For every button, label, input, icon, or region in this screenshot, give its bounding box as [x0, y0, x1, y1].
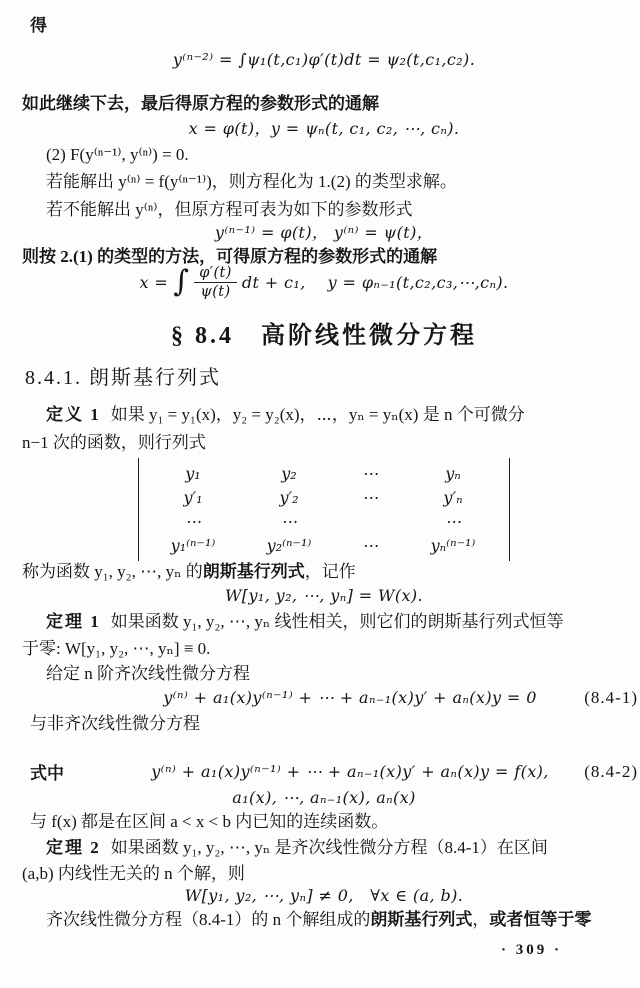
para-method: 则按 2.(1) 的类型的方法，可得原方程的参数形式的通解 [22, 247, 438, 266]
naming-post: ，记作 [304, 562, 356, 581]
wronskian-naming-line [22, 560, 618, 584]
definition-1-label: 定义 1 [46, 405, 101, 424]
equation-842-tag: (8.4-2) [584, 762, 638, 781]
fraction-lhs: x = [139, 272, 169, 292]
equation-integral-fraction [30, 264, 618, 301]
equation-general-solution: x = φ(t)，y = ψₙ(t, c₁, c₂, ⋯, cₙ). [188, 119, 460, 138]
closing-wronskian-term: 朗斯基行列式 [370, 910, 473, 929]
definition-1-text: 如果 y₁ = y₁(x)，y₂ = y₂(x)，⋯，yₙ = yₙ(x) 是 n 个可微分 [110, 405, 525, 424]
equation-psi2: y⁽ⁿ⁻²⁾ = ∫ψ₁(t,c₁)φ′(t)dt = ψ₂(t,c₁,c₂). [172, 50, 476, 69]
det-cell: ⋯ [185, 512, 201, 531]
closing-mid: ， [472, 910, 490, 929]
lead-word: 得 [30, 16, 47, 35]
closing-pre: 齐次线性微分方程（8.4-1）的 n 个解组成的 [46, 910, 371, 929]
theorem-2-label: 定理 2 [46, 838, 101, 857]
equation-842: y⁽ⁿ⁾ + a₁(x)y⁽ⁿ⁻¹⁾ + ⋯ + aₙ₋₁(x)y′ + aₙ(x)y = f(x), [151, 762, 549, 781]
determinant-matrix [138, 458, 510, 561]
fraction [194, 264, 237, 301]
definition-1-line1 [30, 403, 618, 427]
section-heading: § 8.4 高阶线性微分方程 [171, 323, 477, 349]
theorem-1-line1 [30, 610, 618, 634]
det-cell: yₙ [445, 464, 461, 483]
continuous-functions-line: 与 f(x) 都是在区间 a < x < b 内已知的连续函数。 [30, 812, 389, 831]
wronskian-term: 朗斯基行列式 [202, 562, 305, 581]
subsection-heading: 8.4.1. 朗斯基行列式 [25, 367, 221, 389]
equation-parametric: y⁽ⁿ⁻¹⁾ = φ(t)， y⁽ⁿ⁾ = ψ(t)， [214, 223, 434, 242]
det-cell: yₙ⁽ⁿ⁻¹⁾ [430, 536, 476, 555]
det-cell: ⋯ [445, 512, 461, 531]
det-cell: ⋯ [362, 464, 378, 483]
equation-841: y⁽ⁿ⁾ + a₁(x)y⁽ⁿ⁻¹⁾ + ⋯ + aₙ₋₁(x)y′ + aₙ(x)y = 0 [163, 688, 537, 707]
fraction-denominator: ψ(t) [200, 284, 231, 300]
equation-wronskian-nonzero: W[y₁, y₂, ⋯, yₙ] ≠ 0, ∀x ∈ (a, b). [184, 886, 464, 905]
det-cell: y′₂ [279, 488, 299, 507]
equation-coefficients: a₁(x), ⋯, aₙ₋₁(x), aₙ(x) [232, 788, 416, 807]
theorem-1-text: 如果函数 y₁, y₂, ⋯, yₙ 线性相关，则它们的朗斯基行列式恒等 [110, 612, 564, 631]
det-cell [337, 511, 403, 532]
equation-wronskian-notation: W[y₁, y₂, ⋯, yₙ] = W(x). [224, 586, 424, 605]
page-number: · 309 · [500, 942, 562, 958]
det-cell: ⋯ [362, 488, 378, 507]
det-cell: ⋯ [362, 536, 378, 555]
det-cell: y₁ [185, 464, 201, 483]
para-unsolvable: 若不能解出 y⁽ⁿ⁾，但原方程可表为如下的参数形式 [46, 200, 413, 219]
fraction-numerator: φ′(t) [194, 264, 237, 283]
det-cell: y₂⁽ⁿ⁻¹⁾ [266, 536, 312, 555]
det-cell: y₁⁽ⁿ⁻¹⁾ [170, 536, 216, 555]
theorem-2-text: 如果函数 y₁, y₂, ⋯, yₙ 是齐次线性微分方程（8.4-1）在区间 [110, 838, 548, 857]
det-cell: y′ₙ [443, 488, 463, 507]
theorem-2-line1 [30, 836, 618, 860]
det-cell: y₂ [281, 464, 297, 483]
wronskian-determinant [30, 458, 618, 561]
where-label: 式中 [30, 764, 64, 783]
closing-bold-phrase: 或者恒等于零 [489, 910, 592, 929]
case-2-equation: (2) F(y⁽ⁿ⁻¹⁾, y⁽ⁿ⁾) = 0. [46, 145, 189, 164]
closing-line [46, 908, 618, 932]
intro-nonhomogeneous: 与非齐次线性微分方程 [30, 714, 200, 733]
intro-homogeneous: 给定 n 阶齐次线性微分方程 [46, 664, 250, 683]
para-solvable: 若能解出 y⁽ⁿ⁾ = f(y⁽ⁿ⁻¹⁾)，则方程化为 1.(2) 的类型求解。 [46, 172, 457, 191]
para-continue: 如此继续下去，最后得原方程的参数形式的通解 [22, 94, 379, 113]
det-cell: ⋯ [281, 512, 297, 531]
equation-841-row [30, 686, 640, 710]
fraction-rhs: dt + c₁, y = φₙ₋₁(t,c₂,c₃,⋯,cₙ). [241, 272, 509, 292]
definition-1-line2: n−1 次的函数，则行列式 [22, 433, 206, 452]
integral-sign: ∫ [173, 263, 190, 299]
theorem-1-label: 定理 1 [46, 612, 101, 631]
theorem-2-line2: (a,b) 内线性无关的 n 个解，则 [22, 864, 245, 883]
theorem-1-line2: 于零: W[y₁, y₂, ⋯, yₙ] ≡ 0. [22, 639, 211, 658]
det-cell: y′₁ [183, 488, 203, 507]
equation-841-tag: (8.4-1) [584, 688, 638, 707]
naming-pre: 称为函数 y₁, y₂, ⋯, yₙ 的 [22, 562, 203, 581]
